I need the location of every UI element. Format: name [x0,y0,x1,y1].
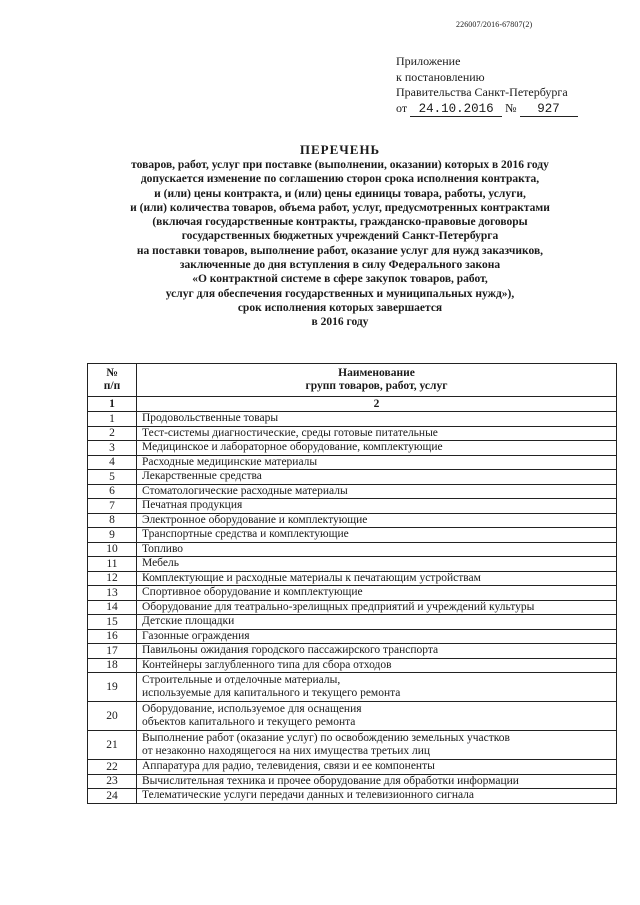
row-name-cell [137,470,617,485]
row-number-cell: 20 [88,702,137,731]
row-name-cell [137,542,617,557]
header-name-line-1: Наименование [338,367,415,379]
row-name-line: Транспортные средства и комплектующие [142,528,349,540]
table-row [88,731,617,760]
row-name-cell [137,644,617,659]
row-number-cell: 24 [88,789,137,804]
title-line: срок исполнения которых завершается [237,301,443,314]
row-number-cell: 14 [88,600,137,615]
row-name-line: Газонные ограждения [142,629,250,642]
row-name-line: Продовольственные товары [142,412,279,424]
row-name-line: Печатная продукция [142,499,243,511]
row-name-line: Оборудование для театрально-зрелищных предприятий и учреждений культуры [142,600,535,613]
appendix-line-1: Приложение [396,54,461,68]
row-name-cell [137,441,617,456]
row-name-cell [137,600,617,615]
row-name-line: объектов капитального и текущего ремонта [142,716,356,728]
row-number-cell: 16 [88,629,137,644]
row-name-line: Стоматологические расходные материалы [142,484,348,497]
table-row [88,557,617,572]
row-name-line: Контейнеры заглубленного типа для сбора отходов [142,658,392,671]
date-prefix: от [396,100,408,115]
row-name-cell [137,557,617,572]
table-row [88,441,617,456]
table-row [88,760,617,775]
row-name-cell [137,513,617,528]
row-number-cell: 15 [88,615,137,630]
table-row [88,644,617,659]
row-name-cell [137,760,617,775]
row-name-cell [137,499,617,514]
table-row [88,571,617,586]
table-row [88,455,617,470]
header-name-cell [137,364,617,397]
row-number-cell: 1 [88,412,137,427]
table-row [88,600,617,615]
row-name-line: Детские площадки [142,615,235,627]
row-number-cell: 10 [88,542,137,557]
row-number-cell: 2 [88,426,137,441]
row-name-line: Строительные и отделочные материалы, [142,673,341,686]
row-name-line: Выполнение работ (оказание услуг) по освобождению земельных участков [142,731,510,744]
header-name-line-2: групп товаров, работ, услуг [305,380,448,392]
table-body [88,412,617,804]
row-name-line: Лекарственные средства [142,470,262,482]
table-row [88,586,617,601]
table-row [88,542,617,557]
table-row [88,658,617,673]
row-name-cell [137,615,617,630]
row-name-line: Медицинское и лабораторное оборудование, комплектующие [142,441,443,453]
document-title [60,141,620,330]
column-number-1: 1 [88,397,137,412]
title-line: и (или) цены контракта, и (или) цены единицы товара, работы, услуги, [154,187,526,200]
row-number-cell: 23 [88,774,137,789]
title-line: товаров, работ, услуг при поставке (выполнении, оказании) которых в 2016 году [131,159,549,171]
row-number-cell: 11 [88,557,137,572]
appendix-date-line [396,101,578,117]
row-number-cell: 21 [88,731,137,760]
row-name-cell [137,426,617,441]
row-name-cell [137,774,617,789]
row-name-cell [137,673,617,702]
row-number-cell: 19 [88,673,137,702]
title-line: услуг для обеспечения государственных и муниципальных нужд»), [165,287,515,300]
row-name-line: от незаконно находящегося на них имущества третьих лиц [142,745,431,757]
table-row [88,789,617,804]
row-number-cell: 6 [88,484,137,499]
title-line: допускается изменение по соглашению сторон срока исполнения контракта, [140,173,540,186]
appendix-line-3: Правительства Санкт-Петербурга [396,85,568,99]
title-line: на поставки товаров, выполнение работ, оказание услуг для нужд заказчиков, [136,244,544,257]
goods-table [87,363,617,804]
row-name-line: Топливо [142,542,184,555]
table-row [88,774,617,789]
row-name-line: используемые для капитального и текущего ремонта [142,687,401,699]
table-row [88,673,617,702]
row-name-cell [137,629,617,644]
row-name-cell [137,658,617,673]
resolution-date: 24.10.2016 [410,103,502,117]
row-name-cell [137,702,617,731]
table-row [88,629,617,644]
row-name-line: Спортивное оборудование и комплектующие [142,586,363,598]
table-row [88,615,617,630]
row-number-cell: 12 [88,571,137,586]
row-number-cell: 5 [88,470,137,485]
row-name-line: Мебель [142,557,179,569]
row-number-cell: 3 [88,441,137,456]
row-number-cell: 4 [88,455,137,470]
document-id: 226007/2016-67807(2) [456,20,533,29]
row-name-cell [137,586,617,601]
row-name-cell [137,412,617,427]
row-name-cell [137,789,617,804]
title-line: заключенные до дня вступления в силу Федерального закона [179,259,501,272]
table-row [88,426,617,441]
appendix-line-2: к постановлению [396,69,485,84]
table-row [88,528,617,543]
title-line: (включая государственные контракты, гражданско-правовые договоры [152,216,528,229]
row-number-cell: 13 [88,586,137,601]
header-number-line-2: п/п [103,380,121,392]
header-number-line-1: № [106,367,118,379]
table-row [88,484,617,499]
header-number-cell [88,364,137,397]
title-line: в 2016 году [311,316,369,329]
row-name-line: Телематические услуги передачи данных и телевизионного сигнала [142,789,475,801]
table-row [88,412,617,427]
table-row [88,470,617,485]
row-name-line: Электронное оборудование и комплектующие [142,513,368,526]
resolution-number: 927 [520,103,578,117]
row-name-cell [137,571,617,586]
title-line: государственных бюджетных учреждений Санкт-Петербурга [181,230,499,243]
table-row [88,499,617,514]
number-prefix: № [505,100,517,115]
row-name-line: Тест-системы диагностические, среды готовые питательные [142,426,438,439]
table-row [88,702,617,731]
title-heading: ПЕРЕЧЕНЬ [299,142,381,157]
title-body [60,158,620,330]
row-name-line: Оборудование, используемое для оснащения [142,702,362,715]
row-name-line: Аппаратура для радио, телевидения, связи и ее компоненты [142,760,435,772]
row-number-cell: 9 [88,528,137,543]
column-number-2: 2 [137,397,617,412]
row-name-line: Расходные медицинские материалы [142,455,318,468]
row-name-cell [137,484,617,499]
row-name-line: Комплектующие и расходные материалы к печатающим устройствам [142,571,481,584]
row-name-cell [137,455,617,470]
row-name-line: Павильоны ожидания городского пассажирского транспорта [142,644,439,656]
row-name-cell [137,731,617,760]
row-number-cell: 17 [88,644,137,659]
row-number-cell: 18 [88,658,137,673]
title-line: «О контрактной системе в сфере закупок товаров, работ, [192,273,488,286]
row-name-cell [137,528,617,543]
column-number-row [88,397,617,412]
row-name-line: Вычислительная техника и прочее оборудование для обработки информации [142,774,519,787]
row-number-cell: 7 [88,499,137,514]
table-header-row [88,364,617,397]
row-number-cell: 8 [88,513,137,528]
table-row [88,513,617,528]
row-number-cell: 22 [88,760,137,775]
appendix-block [396,54,578,117]
title-line: и (или) количества товаров, объема работ, услуг, предусмотренных контрактами [130,201,550,214]
